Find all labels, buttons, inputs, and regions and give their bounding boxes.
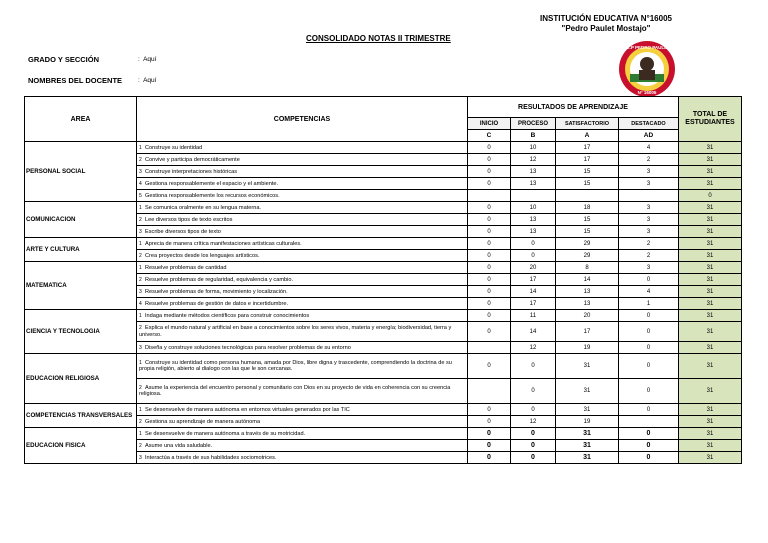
competency-cell bbox=[137, 274, 468, 286]
docente-value: : Aquí bbox=[138, 77, 157, 84]
competency-cell bbox=[137, 416, 468, 428]
count-a: 17 bbox=[556, 322, 619, 342]
count-c bbox=[468, 342, 511, 354]
count-b: 20 bbox=[511, 262, 556, 274]
competency-text: Gestiona responsablemente el espacio y el ambiente. bbox=[145, 180, 279, 187]
count-c: 0 bbox=[468, 310, 511, 322]
table-row bbox=[25, 310, 742, 322]
count-b: 12 bbox=[511, 342, 556, 354]
count-ad: 3 bbox=[619, 166, 679, 178]
count-a: 19 bbox=[556, 342, 619, 354]
header-total: TOTAL DE ESTUDIANTES bbox=[679, 97, 742, 142]
count-ad: 4 bbox=[619, 142, 679, 154]
count-c: 0 bbox=[468, 452, 511, 464]
competency-cell bbox=[137, 190, 468, 202]
count-a: 15 bbox=[556, 178, 619, 190]
competency-number: 2 bbox=[139, 418, 142, 425]
competency-text: Gestiona su aprendizaje de manera autónoma bbox=[145, 418, 261, 425]
competency-text: Resuelve problemas de gestión de datos e incertidumbre. bbox=[145, 300, 289, 307]
count-c: 0 bbox=[468, 428, 511, 440]
table-row bbox=[25, 404, 742, 416]
competency-number: 2 bbox=[139, 384, 142, 391]
competency-cell bbox=[137, 322, 468, 342]
header-inicio: INICIO bbox=[468, 118, 511, 130]
count-b: 17 bbox=[511, 298, 556, 310]
competency-cell bbox=[137, 310, 468, 322]
count-b: 0 bbox=[511, 440, 556, 452]
competency-cell bbox=[137, 428, 468, 440]
count-c: 0 bbox=[468, 142, 511, 154]
competency-text: Resuelve problemas de forma, movimiento y localización. bbox=[145, 288, 288, 295]
school-logo bbox=[618, 40, 676, 98]
count-ad: 0 bbox=[619, 342, 679, 354]
total-cell: 31 bbox=[679, 238, 742, 250]
total-cell: 0 bbox=[679, 190, 742, 202]
competency-cell bbox=[137, 142, 468, 154]
count-ad: 4 bbox=[619, 286, 679, 298]
competency-cell bbox=[137, 238, 468, 250]
institution-name: INSTITUCIÓN EDUCATIVA N°16005 bbox=[540, 14, 672, 23]
total-cell: 31 bbox=[679, 202, 742, 214]
competency-number: 3 bbox=[139, 168, 142, 175]
competency-number: 1 bbox=[139, 204, 142, 211]
grades-body bbox=[25, 142, 742, 464]
grades-table bbox=[24, 96, 742, 464]
count-a: 17 bbox=[556, 154, 619, 166]
header-c: C bbox=[468, 130, 511, 142]
competency-cell bbox=[137, 166, 468, 178]
total-cell: 31 bbox=[679, 142, 742, 154]
svg-text:N° 16005: N° 16005 bbox=[637, 90, 657, 95]
area-name: COMPETENCIAS TRANSVERSALES bbox=[25, 404, 137, 428]
table-row bbox=[25, 202, 742, 214]
count-ad: 0 bbox=[619, 310, 679, 322]
svg-text:I.E.P PEDRO PAULET: I.E.P PEDRO PAULET bbox=[624, 45, 670, 50]
area-name: MATEMATICA bbox=[25, 262, 137, 310]
header-a: A bbox=[556, 130, 619, 142]
institution-header bbox=[506, 14, 706, 34]
competency-cell bbox=[137, 354, 468, 379]
total-cell: 31 bbox=[679, 226, 742, 238]
competency-text: Se comunica oralmente en su lengua materna. bbox=[145, 204, 261, 211]
count-ad: 0 bbox=[619, 404, 679, 416]
competency-number: 1 bbox=[139, 240, 142, 247]
count-c: 0 bbox=[468, 214, 511, 226]
competency-number: 5 bbox=[139, 192, 142, 199]
competency-number: 1 bbox=[139, 312, 142, 319]
total-cell: 31 bbox=[679, 310, 742, 322]
competency-text: Indaga mediante métodos científicos para construir conocimientos bbox=[145, 312, 310, 319]
competency-number: 1 bbox=[139, 144, 142, 151]
count-b: 12 bbox=[511, 416, 556, 428]
competency-text: Asume la experiencia del encuentro personal y comunitario con Dios en su proyecto de vida en coherencia con su creencia religiosa. bbox=[139, 384, 451, 397]
total-cell: 31 bbox=[679, 354, 742, 379]
competency-cell bbox=[137, 440, 468, 452]
count-ad: 0 bbox=[619, 274, 679, 286]
total-cell: 31 bbox=[679, 262, 742, 274]
count-b: 0 bbox=[511, 250, 556, 262]
competency-text: Construye su identidad como persona humana, amada por Dios, libre digna y trascedente, comprendiendo la doctrina de su propia religión, abierto al dialogo con las que le son cercanas. bbox=[139, 359, 452, 372]
competency-text: Resuelve problemas de regularidad, equivalencia y cambio. bbox=[145, 276, 294, 283]
area-name: COMUNICACION bbox=[25, 202, 137, 238]
count-ad: 0 bbox=[619, 354, 679, 379]
competency-cell bbox=[137, 178, 468, 190]
count-b: 0 bbox=[511, 354, 556, 379]
total-cell: 31 bbox=[679, 379, 742, 404]
count-b: 0 bbox=[511, 238, 556, 250]
count-a: 29 bbox=[556, 250, 619, 262]
competency-cell bbox=[137, 154, 468, 166]
total-cell: 31 bbox=[679, 440, 742, 452]
area-name: CIENCIA Y TECNOLOGIA bbox=[25, 310, 137, 354]
count-a bbox=[556, 190, 619, 202]
count-a: 31 bbox=[556, 452, 619, 464]
competency-cell bbox=[137, 214, 468, 226]
competency-text: Construye su identidad bbox=[145, 144, 203, 151]
count-a: 31 bbox=[556, 440, 619, 452]
count-c: 0 bbox=[468, 262, 511, 274]
count-c: 0 bbox=[468, 322, 511, 342]
count-c: 0 bbox=[468, 166, 511, 178]
competency-number: 4 bbox=[139, 300, 142, 307]
total-cell: 31 bbox=[679, 416, 742, 428]
area-name: EDUCACION FISICA bbox=[25, 428, 137, 464]
count-a: 29 bbox=[556, 238, 619, 250]
count-c bbox=[468, 379, 511, 404]
competency-cell bbox=[137, 342, 468, 354]
count-a: 18 bbox=[556, 202, 619, 214]
header-area: AREA bbox=[25, 97, 137, 142]
competency-cell bbox=[137, 298, 468, 310]
count-c: 0 bbox=[468, 440, 511, 452]
table-row bbox=[25, 238, 742, 250]
total-cell: 31 bbox=[679, 286, 742, 298]
count-c: 0 bbox=[468, 416, 511, 428]
count-a: 17 bbox=[556, 142, 619, 154]
header-destacado: DESTACADO bbox=[619, 118, 679, 130]
competency-text: Construye interpretaciones históricas bbox=[145, 168, 238, 175]
competency-text: Resuelve problemas de cantidad bbox=[145, 264, 227, 271]
count-b: 13 bbox=[511, 226, 556, 238]
competency-cell bbox=[137, 379, 468, 404]
count-b: 10 bbox=[511, 142, 556, 154]
count-c: 0 bbox=[468, 154, 511, 166]
count-a: 14 bbox=[556, 274, 619, 286]
count-a: 20 bbox=[556, 310, 619, 322]
total-cell: 31 bbox=[679, 166, 742, 178]
count-ad: 3 bbox=[619, 214, 679, 226]
competency-text: Explica el mundo natural y artificial en base a conocimientos sobre los seres vivos, materia y energía; biodiversidad, tierra y universo. bbox=[139, 325, 452, 338]
count-a: 15 bbox=[556, 166, 619, 178]
count-a: 13 bbox=[556, 286, 619, 298]
count-a: 31 bbox=[556, 428, 619, 440]
area-name: EDUCACION RELIGIOSA bbox=[25, 354, 137, 404]
count-ad: 0 bbox=[619, 322, 679, 342]
competency-number: 4 bbox=[139, 180, 142, 187]
count-a: 15 bbox=[556, 214, 619, 226]
competency-text: Gestiona responsablemente los recursos económicos. bbox=[145, 192, 280, 199]
competency-text: Asume una vida saludable. bbox=[145, 442, 213, 449]
competency-text: Diseña y construye soluciones tecnológicas para resolver problemas de su entorno bbox=[145, 344, 351, 351]
count-ad: 3 bbox=[619, 262, 679, 274]
header-satisfactorio: SATISFACTORIO bbox=[556, 118, 619, 130]
total-cell: 31 bbox=[679, 214, 742, 226]
count-ad: 2 bbox=[619, 154, 679, 166]
count-c: 0 bbox=[468, 178, 511, 190]
count-c: 0 bbox=[468, 286, 511, 298]
count-c: 0 bbox=[468, 404, 511, 416]
competency-number: 3 bbox=[139, 288, 142, 295]
total-cell: 31 bbox=[679, 274, 742, 286]
count-c: 0 bbox=[468, 250, 511, 262]
count-ad: 2 bbox=[619, 250, 679, 262]
count-b: 13 bbox=[511, 178, 556, 190]
count-b: 10 bbox=[511, 202, 556, 214]
table-row bbox=[25, 262, 742, 274]
count-b bbox=[511, 190, 556, 202]
competency-number: 3 bbox=[139, 228, 142, 235]
total-cell: 31 bbox=[679, 250, 742, 262]
total-cell: 31 bbox=[679, 428, 742, 440]
count-a: 31 bbox=[556, 354, 619, 379]
competency-number: 2 bbox=[139, 442, 142, 449]
competency-text: Crea proyectos desde los lenguajes artísticos. bbox=[145, 252, 260, 259]
grado-value: : Aquí bbox=[138, 56, 157, 63]
count-ad: 0 bbox=[619, 379, 679, 404]
competency-cell bbox=[137, 452, 468, 464]
count-a: 19 bbox=[556, 416, 619, 428]
table-row bbox=[25, 428, 742, 440]
competency-number: 1 bbox=[139, 359, 142, 366]
competency-cell bbox=[137, 226, 468, 238]
competency-cell bbox=[137, 250, 468, 262]
count-b: 0 bbox=[511, 452, 556, 464]
count-ad: 3 bbox=[619, 202, 679, 214]
count-b: 13 bbox=[511, 166, 556, 178]
competency-number: 1 bbox=[139, 406, 142, 413]
count-b: 0 bbox=[511, 404, 556, 416]
total-cell: 31 bbox=[679, 298, 742, 310]
total-cell: 31 bbox=[679, 154, 742, 166]
count-b: 0 bbox=[511, 379, 556, 404]
competency-text: Convive y participa democráticamente bbox=[145, 156, 240, 163]
count-c: 0 bbox=[468, 274, 511, 286]
competency-number: 1 bbox=[139, 430, 142, 437]
count-a: 13 bbox=[556, 298, 619, 310]
competency-number: 3 bbox=[139, 454, 142, 461]
count-ad bbox=[619, 416, 679, 428]
docente-label: NOMBRES DEL DOCENTE bbox=[28, 76, 123, 85]
count-a: 15 bbox=[556, 226, 619, 238]
competency-cell bbox=[137, 262, 468, 274]
header-proceso: PROCESO bbox=[511, 118, 556, 130]
count-c: 0 bbox=[468, 226, 511, 238]
competency-number: 2 bbox=[139, 325, 142, 332]
count-b: 14 bbox=[511, 286, 556, 298]
count-b: 11 bbox=[511, 310, 556, 322]
competency-cell bbox=[137, 404, 468, 416]
competency-text: Interactúa a través de sus habilidades sociomotrices. bbox=[145, 454, 277, 461]
table-row bbox=[25, 142, 742, 154]
count-b: 17 bbox=[511, 274, 556, 286]
competency-number: 2 bbox=[139, 216, 142, 223]
count-c: 0 bbox=[468, 354, 511, 379]
count-ad: 3 bbox=[619, 178, 679, 190]
count-ad: 3 bbox=[619, 226, 679, 238]
count-a: 31 bbox=[556, 379, 619, 404]
total-cell: 31 bbox=[679, 342, 742, 354]
header-results: RESULTADOS DE APRENDIZAJE bbox=[468, 97, 679, 118]
competency-text: Escribe diversos tipos de texto bbox=[145, 228, 221, 235]
count-a: 8 bbox=[556, 262, 619, 274]
competency-text: Aprecia de manera crítica manifestaciones artísticas culturales. bbox=[145, 240, 302, 247]
competency-text: Se desenvuelve de manera autónoma a través de su motricidad. bbox=[145, 430, 306, 437]
count-ad: 0 bbox=[619, 428, 679, 440]
count-b: 12 bbox=[511, 154, 556, 166]
competency-text: Lee diversos tipos de texto escritos bbox=[145, 216, 233, 223]
competency-text: Se desenvuelve de manera autónoma en entornos virtuales generados por las TIC bbox=[145, 406, 350, 413]
header-ad: AD bbox=[619, 130, 679, 142]
area-name: PERSONAL SOCIAL bbox=[25, 142, 137, 202]
count-c: 0 bbox=[468, 202, 511, 214]
document-title: CONSOLIDADO NOTAS II TRIMESTRE bbox=[306, 34, 451, 43]
competency-cell bbox=[137, 286, 468, 298]
count-c bbox=[468, 190, 511, 202]
total-cell: 31 bbox=[679, 178, 742, 190]
count-ad: 0 bbox=[619, 440, 679, 452]
count-b: 0 bbox=[511, 428, 556, 440]
count-ad bbox=[619, 190, 679, 202]
competency-cell bbox=[137, 202, 468, 214]
competency-number: 2 bbox=[139, 276, 142, 283]
count-b: 14 bbox=[511, 322, 556, 342]
count-c: 0 bbox=[468, 298, 511, 310]
competency-number: 3 bbox=[139, 344, 142, 351]
header-competencias: COMPETENCIAS bbox=[137, 97, 468, 142]
count-b: 13 bbox=[511, 214, 556, 226]
grado-label: GRADO Y SECCIÓN bbox=[28, 55, 99, 64]
total-cell: 31 bbox=[679, 404, 742, 416]
table-row bbox=[25, 354, 742, 379]
competency-number: 2 bbox=[139, 252, 142, 259]
count-ad: 0 bbox=[619, 452, 679, 464]
count-ad: 2 bbox=[619, 238, 679, 250]
count-ad: 1 bbox=[619, 298, 679, 310]
count-c: 0 bbox=[468, 238, 511, 250]
institution-school: "Pedro Paulet Mostajo" bbox=[561, 24, 651, 33]
header-b: B bbox=[511, 130, 556, 142]
competency-number: 1 bbox=[139, 264, 142, 271]
competency-number: 2 bbox=[139, 156, 142, 163]
total-cell: 31 bbox=[679, 452, 742, 464]
count-a: 31 bbox=[556, 404, 619, 416]
area-name: ARTE Y CULTURA bbox=[25, 238, 137, 262]
total-cell: 31 bbox=[679, 322, 742, 342]
